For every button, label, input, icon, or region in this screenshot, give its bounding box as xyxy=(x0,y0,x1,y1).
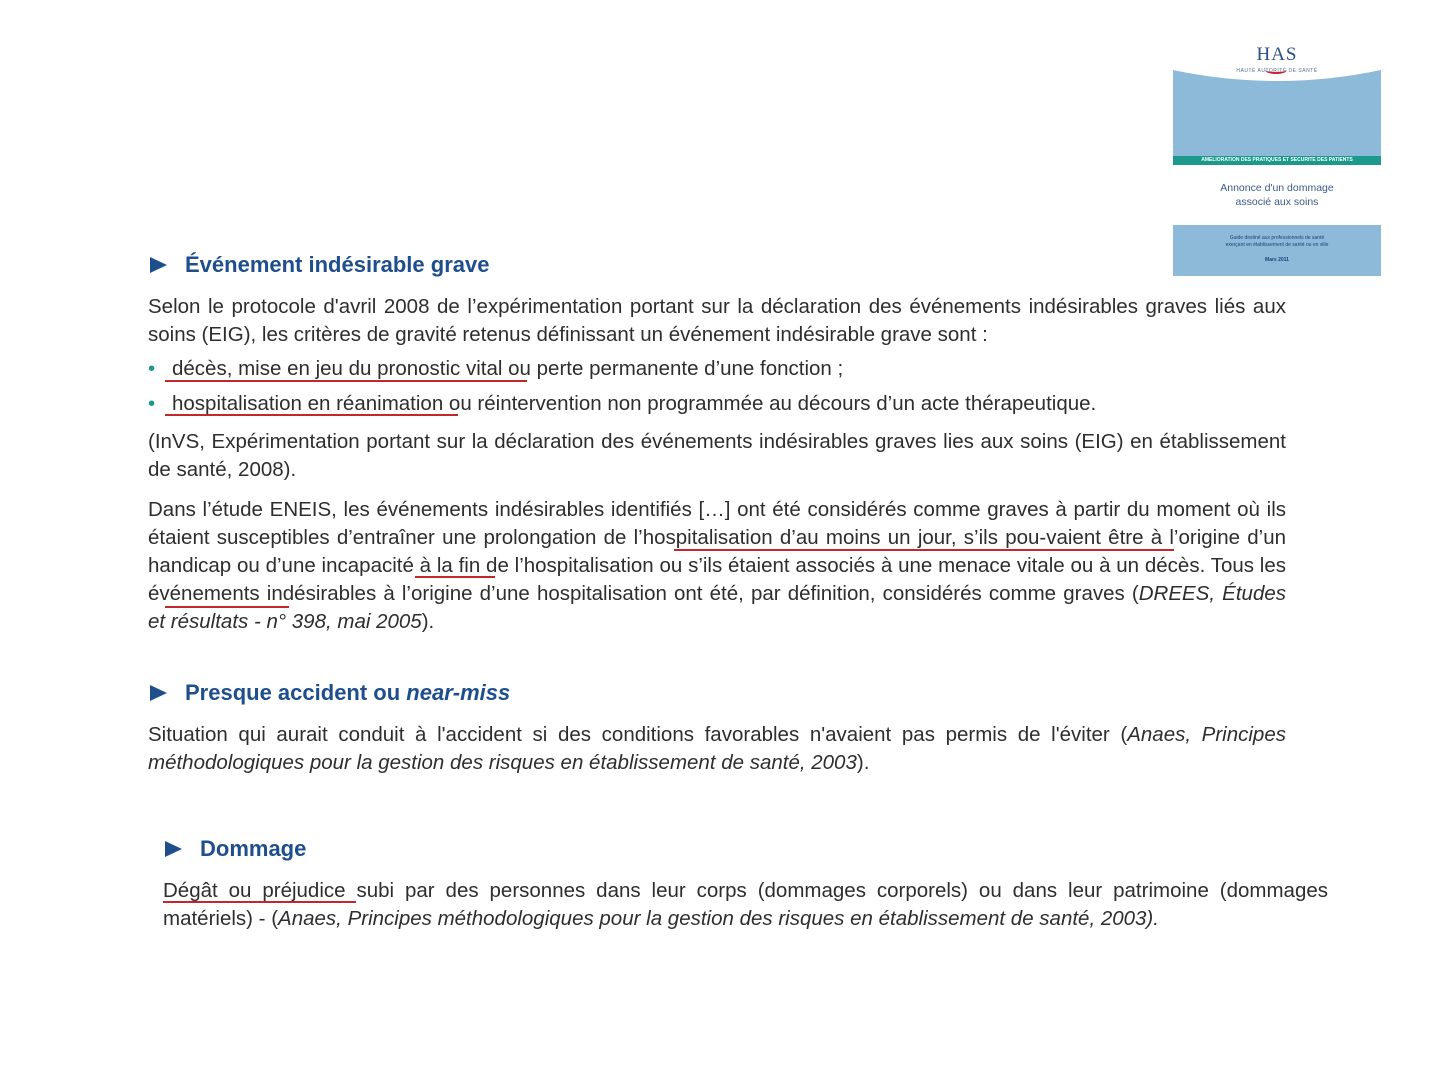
near-miss-paragraph: Situation qui aurait conduit à l'accident si des conditions favorables n'avaient pas permis de l'éviter (Anaes, Principes méthodologiques pour la gestion des risques en établissement de santé, 2003). xyxy=(148,723,1286,774)
cover-footer: Guide destiné aux professionnels de santé exerçant en établissement de santé ou en ville Mars 2011 xyxy=(1173,225,1381,276)
triangle-bullet-icon xyxy=(150,257,167,273)
eig-intro-paragraph: Selon le protocole d'avril 2008 de l’expérimentation portant sur la déclaration des événements indésirables graves liés aux soins (EIG), les critères de gravité retenus définissant un événement indésirable grave sont : xyxy=(148,295,1286,346)
triangle-bullet-icon xyxy=(150,685,167,701)
eig-criterion-item: • hospitalisation en réanimation ou réintervention non programmée au décours d’un acte thérapeutique. xyxy=(148,390,1096,418)
section-heading-near-miss: Presque accident ou near-miss xyxy=(150,680,510,706)
eneis-paragraph: Dans l’étude ENEIS, les événements indésirables identifiés […] ont été considérés comme graves à partir du moment où ils étaient susceptibles d’entraîner une prolongation de l’hospitalisation d’au moins un jour, s’ils pou-vaient être à l’origine d’un handicap ou d’une incapacité à la fin de l’hospitalisation ou s’ils étaient associés à une menace vitale ou à un décès. Tous les événements indésirables à l’origine d’une hospitalisation ont été, par définition, considérés comme graves (DREES, Études et résultats - n° 398, mai 2005). xyxy=(148,498,1286,633)
invs-source-paragraph: (InVS, Expérimentation portant sur la déclaration des événements indésirables graves lies aux soins (EIG) en établissement de santé, 2008). xyxy=(148,430,1286,481)
bullet-dot-icon: • xyxy=(148,392,156,415)
red-underline xyxy=(165,606,289,608)
cover-wave-band xyxy=(1173,70,1381,156)
has-logo: HAS xyxy=(1256,44,1298,65)
bullet-dot-icon: • xyxy=(148,357,156,380)
guide-cover-thumbnail xyxy=(1173,36,1381,276)
cover-strip-label: AMELIORATION DES PRATIQUES ET SECURITE DES PATIENTS xyxy=(1173,156,1381,165)
section-heading-eig: Événement indésirable grave xyxy=(150,252,489,278)
red-underline xyxy=(165,380,527,382)
cover-title: Annonce d'un dommage associé aux soins xyxy=(1220,182,1334,208)
triangle-bullet-icon xyxy=(165,841,182,857)
red-underline xyxy=(674,549,1174,551)
eig-criterion-item: • décès, mise en jeu du pronostic vital ou perte permanente d’une fonction ; xyxy=(148,355,843,383)
red-underline xyxy=(165,414,458,416)
section-heading-dommage: Dommage xyxy=(165,836,306,862)
cover-org-name: HAUTE AUTORITÉ DE SANTÉ xyxy=(1236,68,1318,74)
red-underline xyxy=(163,901,356,903)
red-underline xyxy=(415,576,495,578)
dommage-paragraph: Dégât ou préjudice subi par des personnes dans leur corps (dommages corporels) ou dans leur patrimoine (dommages matériels) - (Anaes, Principes méthodologiques pour la gestion des risques en établissement de santé, 2003). xyxy=(163,879,1328,930)
